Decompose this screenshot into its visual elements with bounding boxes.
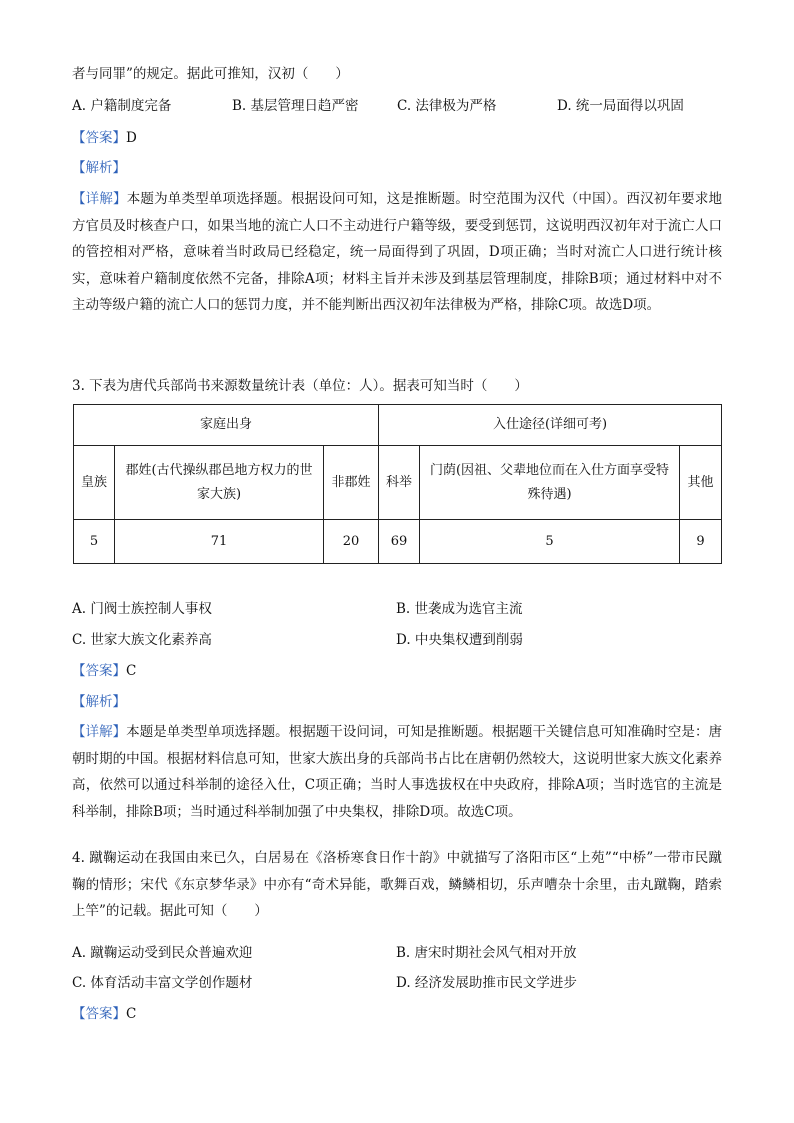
answer-value: C	[126, 1006, 137, 1022]
q4-stem-text: 4. 蹴鞠运动在我国由来已久，白居易在《洛桥寒食日作十韵》中就描写了洛阳市区“上苑”“中桥”一带市民蹴鞠的情形；宋代《东京梦华录》中亦有“奇术异能，歌舞百戏，鳞鳞相切，乐声嘈杂十余里，击丸蹴鞠，踏索上竿”的记载。据此可知（ ）	[72, 850, 722, 920]
table-group-career: 入仕途径(详细可考)	[379, 405, 722, 446]
table-cell: 9	[680, 520, 722, 564]
q4-stem	[72, 845, 722, 925]
detail-label: 【详解】	[72, 191, 127, 207]
q2-option-c: C. 法律极为严格	[397, 98, 497, 114]
q2-detail	[72, 186, 722, 319]
table-header: 其他	[680, 446, 722, 520]
table-group-family: 家庭出身	[74, 405, 379, 446]
answer-label: 【答案】	[72, 130, 126, 146]
table-cell: 20	[324, 520, 379, 564]
table-header: 非郡姓	[324, 446, 379, 520]
q4-option-b: B. 唐宋时期社会风气相对开放	[396, 945, 577, 961]
q2-answer	[72, 132, 137, 146]
q4-option-d: D. 经济发展助推市民文学进步	[396, 975, 577, 991]
q3-option-b: B. 世袭成为选官主流	[396, 601, 523, 617]
q3-stem: 3. 下表为唐代兵部尚书来源数量统计表（单位：人）。据表可知当时（ ）	[72, 378, 528, 394]
answer-label: 【答案】	[72, 1006, 126, 1022]
q2-option-d: D. 统一局面得以巩固	[557, 98, 684, 114]
detail-text: 本题是单类型单项选择题。根据题干设问词，可知是推断题。根据题干关键信息可知准确时空是：唐朝时期的中国。根据材料信息可知，世家大族出身的兵部尚书占比在唐朝仍然较大，这说明世家大族文化素养高，依然可以通过科举制的途径入仕，C项正确；当时人事选拔权在中央政府，排除A项；当时选官的主流是科举制，排除B项；当时通过科举制加强了中央集权，排除D项。故选C项。	[72, 724, 723, 820]
q3-option-d: D. 中央集权遭到削弱	[396, 632, 523, 648]
q3-option-a: A. 门阀士族控制人事权	[72, 601, 212, 617]
table-cell: 5	[420, 520, 680, 564]
q4-option-a: A. 蹴鞠运动受到民众普遍欢迎	[72, 945, 253, 961]
table-header: 郡姓(古代操纵郡邑地方权力的世家大族)	[115, 446, 324, 520]
table-header: 科举	[379, 446, 420, 520]
q3-option-c: C. 世家大族文化素养高	[72, 632, 212, 648]
q2-analysis-label: 【解析】	[72, 160, 126, 176]
q4-answer	[72, 1008, 136, 1022]
q3-answer	[72, 665, 136, 679]
q2-option-b: B. 基层管理日趋严密	[232, 98, 359, 114]
table-header: 门荫(因祖、父辈地位而在入仕方面享受特殊待遇)	[420, 446, 680, 520]
table-cell: 5	[74, 520, 115, 564]
q2-option-a: A. 户籍制度完备	[72, 98, 172, 114]
table-cell: 71	[115, 520, 324, 564]
q3-table	[73, 404, 722, 564]
detail-label: 【详解】	[72, 724, 127, 740]
q3-analysis-label: 【解析】	[72, 694, 126, 710]
answer-value: C	[126, 663, 137, 679]
detail-text: 本题为单类型单项选择题。根据设问可知，这是推断题。时空范围为汉代（中国）。西汉初年要求地方官员及时核查户口，如果当地的流亡人口不主动进行户籍等级，要受到惩罚，这说明西汉初年对于流亡人口的管控相对严格，意味着当时政局已经稳定，统一局面得到了巩固，D项正确；当时对流亡人口进行统计核实，意味着户籍制度依然不完备，排除A项；材料主旨并未涉及到基层管理制度，排除B项；通过材料中对不主动等级户籍的流亡人口的惩罚力度，并不能判断出西汉初年法律极为严格，排除C项。故选D项。	[72, 191, 723, 314]
q3-detail	[72, 719, 722, 825]
q4-option-c: C. 体育活动丰富文学创作题材	[72, 975, 253, 991]
table-cell: 69	[379, 520, 420, 564]
answer-value: D	[126, 130, 137, 146]
answer-label: 【答案】	[72, 663, 126, 679]
q2-stem-tail: 者与同罪”的规定。据此可推知，汉初（ ）	[72, 66, 349, 82]
table-header: 皇族	[74, 446, 115, 520]
